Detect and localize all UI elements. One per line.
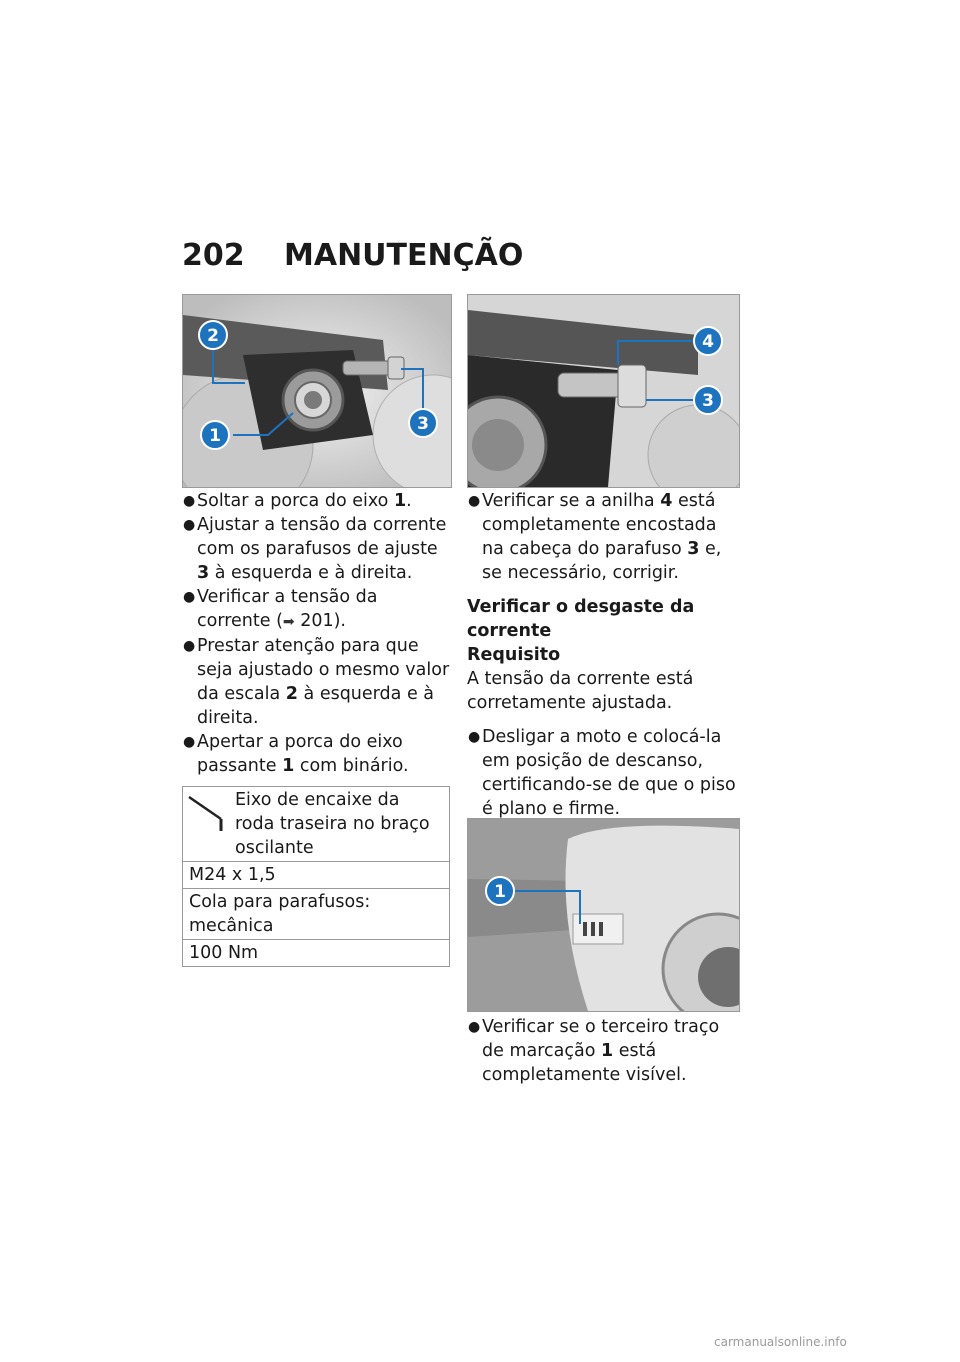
spec-row: M24 x 1,5: [183, 861, 449, 888]
callout-label: 1: [494, 882, 506, 902]
callout-label: 1: [209, 426, 221, 446]
torque-spec-title: Eixo de encaixe da roda traseira no braço oscilante: [183, 787, 449, 861]
bullet-icon: ●: [468, 1019, 481, 1035]
right-column: [467, 489, 739, 821]
page-header: [182, 238, 523, 278]
bullet-icon: ●: [183, 589, 196, 605]
requirement-text: A tensão da corrente está corretamente ajustada.: [467, 669, 694, 713]
torque-wrench-icon: [187, 793, 231, 833]
callout-4: [694, 327, 722, 355]
list-item: ● Verificar se o terceiro traço de marcação 1 está completamente visível.: [468, 1017, 720, 1085]
callout-2: [199, 321, 227, 349]
right-column-bottom: [467, 1015, 739, 1087]
bullet-icon: ●: [468, 729, 481, 745]
figure-washer-screw: [467, 294, 740, 488]
bullet-icon: ●: [183, 517, 196, 533]
callout-1: [486, 877, 514, 905]
requirement-heading: Requisito: [467, 645, 561, 665]
callout-3: [694, 386, 722, 414]
list-item: ● Soltar a porca do eixo 1.: [183, 491, 412, 511]
spec-row: 100 Nm: [183, 939, 449, 966]
arrow-reference-icon: ➡: [282, 614, 295, 630]
figure-chain-adjuster: [182, 294, 452, 488]
torque-spec-table: [182, 786, 450, 967]
callout-1: [201, 421, 229, 449]
bullet-icon: ●: [183, 638, 196, 654]
section-heading: Verificar o desgaste da corrente: [467, 597, 695, 641]
bullet-icon: ●: [468, 493, 481, 509]
section-title: MANUTENÇÃO: [284, 238, 524, 273]
list-item: ● Verificar se a anilha 4 está completamente encostada na cabeça do parafuso 3 e, se necessário, corrigir.: [468, 491, 722, 583]
callout-3: [409, 409, 437, 437]
callout-label: 4: [702, 332, 714, 352]
list-item: ● Ajustar a tensão da corrente com os parafusos de ajuste 3 à esquerda e à direita.: [183, 515, 447, 583]
callout-label: 3: [417, 414, 429, 434]
bullet-icon: ●: [183, 734, 196, 750]
figure-wear-marks: [467, 818, 740, 1012]
left-column: [182, 489, 450, 967]
list-item: ● Desligar a moto e colocá-la em posição de descanso, certificando-se de que o piso é plano e firme.: [468, 727, 736, 819]
list-item: ● Apertar a porca do eixo passante 1 com binário.: [183, 732, 409, 776]
callout-label: 2: [207, 326, 219, 346]
page-number: 202: [182, 238, 245, 273]
callout-label: 3: [702, 391, 714, 411]
bullet-icon: ●: [183, 493, 196, 509]
spec-row: Cola para parafusos: mecânica: [183, 888, 449, 939]
list-item: ● Verificar a tensão da corrente (➡ 201).: [182, 585, 450, 634]
watermark: carmanualsonline.info: [714, 1335, 847, 1349]
list-item: ● Prestar atenção para que seja ajustado o mesmo valor da escala 2 à esquerda e à direita.: [183, 636, 450, 728]
